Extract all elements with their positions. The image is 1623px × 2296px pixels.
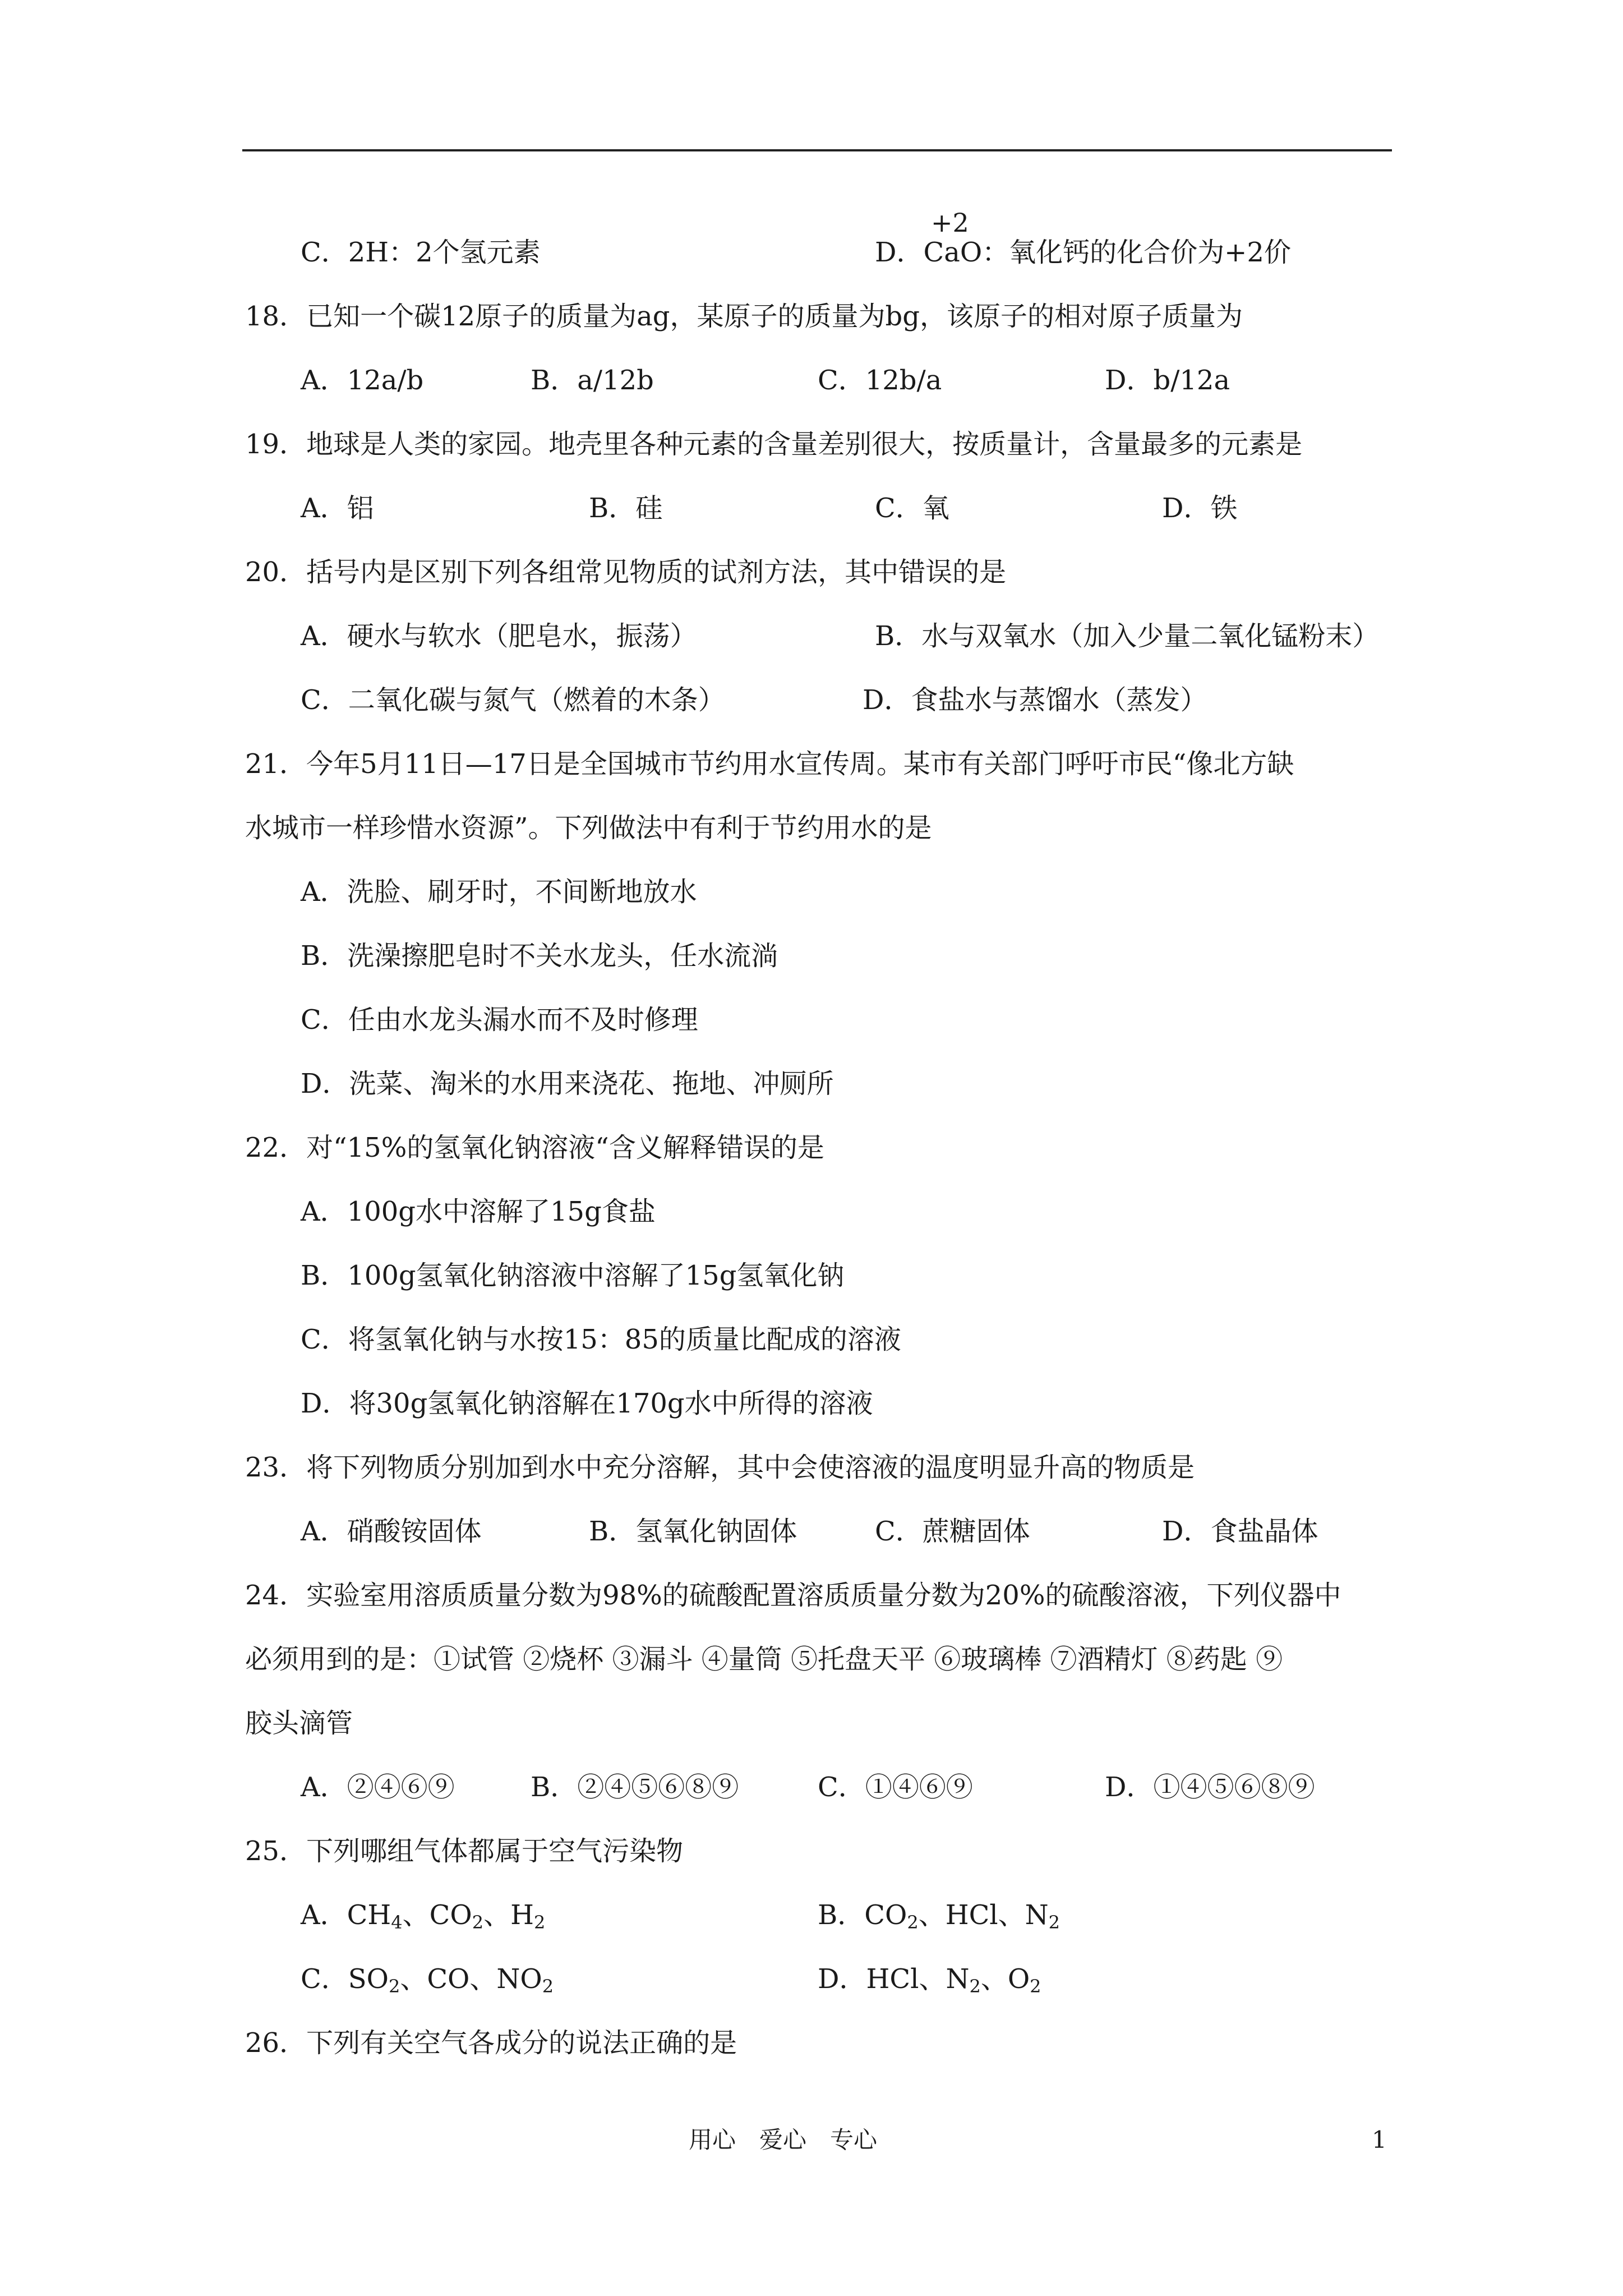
q19-option-a: A．铝 <box>301 493 374 524</box>
q25-option-a: A．$CH_4$、$CO_2$、$H_2$ <box>301 1899 546 1933</box>
question-21-stem-line1: 21．今年5月11日—17日是全国城市节约用水宣传周。某市有关部门呼吁市民“像北方缺 <box>245 748 1294 780</box>
q24-option-c: C．①④⑥⑨ <box>818 1772 973 1803</box>
cont-option-c: C．2H：2个氢元素 <box>301 237 541 268</box>
q22-option-b: B．100g氢氧化钠溶液中溶解了15g氢氧化钠 <box>301 1260 845 1291</box>
q19-option-c: C．氧 <box>875 493 949 524</box>
q19-option-b: B．硅 <box>589 493 663 524</box>
q18-option-b: B．a/12b <box>531 365 654 396</box>
page-number: 1 <box>1372 2126 1387 2154</box>
q23-option-b: B．氢氧化钠固体 <box>589 1516 797 1547</box>
question-22-stem: 22．对“15%的氢氧化钠溶液“含义解释错误的是 <box>245 1132 824 1163</box>
question-21-stem-line2: 水城市一样珍惜水资源”。下列做法中有利于节约用水的是 <box>245 812 932 844</box>
cont-option-d: D．CaO：氧化钙的化合价为+2价 <box>875 237 1291 268</box>
question-26-stem: 26．下列有关空气各成分的说法正确的是 <box>245 2027 737 2059</box>
q22-option-a: A．100g水中溶解了15g食盐 <box>301 1196 656 1227</box>
q24-option-a: A．②④⑥⑨ <box>301 1772 455 1803</box>
q24-option-d: D．①④⑤⑥⑧⑨ <box>1105 1772 1315 1803</box>
question-24-stem-line1: 24．实验室用溶质质量分数为98%的硫酸配置溶质质量分数为20%的硫酸溶液，下列仪器中 <box>245 1580 1341 1611</box>
q25-option-c: C．$SO_2$、CO、$NO_2$ <box>301 1963 554 1997</box>
q25-option-d: D．HCl、$N_2$、$O_2$ <box>818 1963 1041 1997</box>
question-19-stem: 19．地球是人类的家园。地壳里各种元素的含量差别很大，按质量计，含量最多的元素是 <box>245 429 1303 460</box>
q20-option-a: A．硬水与软水（肥皂水，振荡） <box>301 620 697 652</box>
footer-motto: 用心 爱心 专心 <box>689 2126 878 2154</box>
q24-option-b: B．②④⑤⑥⑧⑨ <box>531 1772 739 1803</box>
q18-option-d: D．b/12a <box>1105 365 1230 396</box>
question-25-stem: 25．下列哪组气体都属于空气污染物 <box>245 1835 684 1867</box>
q19-option-d: D．铁 <box>1162 493 1238 524</box>
q21-option-b: B．洗澡擦肥皂时不关水龙头，任水流淌 <box>301 940 778 972</box>
question-24-stem-line2: 必须用到的是：①试管 ②烧杯 ③漏斗 ④量筒 ⑤托盘天平 ⑥玻璃棒 ⑦酒精灯 ⑧药匙 ⑨ <box>245 1644 1283 1675</box>
question-23-stem: 23．将下列物质分别加到水中充分溶解，其中会使溶液的温度明显升高的物质是 <box>245 1452 1195 1483</box>
q23-option-c: C．蔗糖固体 <box>875 1516 1030 1547</box>
q23-option-a: A．硝酸铵固体 <box>301 1516 482 1547</box>
q21-option-d: D．洗菜、淘米的水用来浇花、拖地、冲厕所 <box>301 1068 834 1099</box>
q25-option-b: B．$CO_2$、HCl、$N_2$ <box>818 1899 1061 1933</box>
header-rule <box>242 149 1392 151</box>
q20-option-b: B．水与双氧水（加入少量二氧化锰粉末） <box>875 620 1380 652</box>
q22-option-d: D．将30g氢氧化钠溶解在170g水中所得的溶液 <box>301 1388 873 1419</box>
question-24-stem-line3: 胶头滴管 <box>245 1708 353 1739</box>
q22-option-c: C．将氢氧化钠与水按15：85的质量比配成的溶液 <box>301 1324 901 1355</box>
q23-option-d: D．食盐晶体 <box>1162 1516 1318 1547</box>
q21-option-a: A．洗脸、刷牙时，不间断地放水 <box>301 876 697 908</box>
q18-option-c: C．12b/a <box>818 365 942 396</box>
valence-charge-label: +2 <box>931 208 969 238</box>
question-18-stem: 18．已知一个碳12原子的质量为ag，某原子的质量为bg，该原子的相对原子质量为 <box>245 301 1243 332</box>
question-20-stem: 20．括号内是区别下列各组常见物质的试剂方法，其中错误的是 <box>245 556 1007 588</box>
q20-option-c: C．二氧化碳与氮气（燃着的木条） <box>301 684 725 716</box>
q18-option-a: A．12a/b <box>301 365 424 396</box>
q21-option-c: C．任由水龙头漏水而不及时修理 <box>301 1004 698 1036</box>
q20-option-d: D．食盐水与蒸馏水（蒸发） <box>863 684 1207 716</box>
